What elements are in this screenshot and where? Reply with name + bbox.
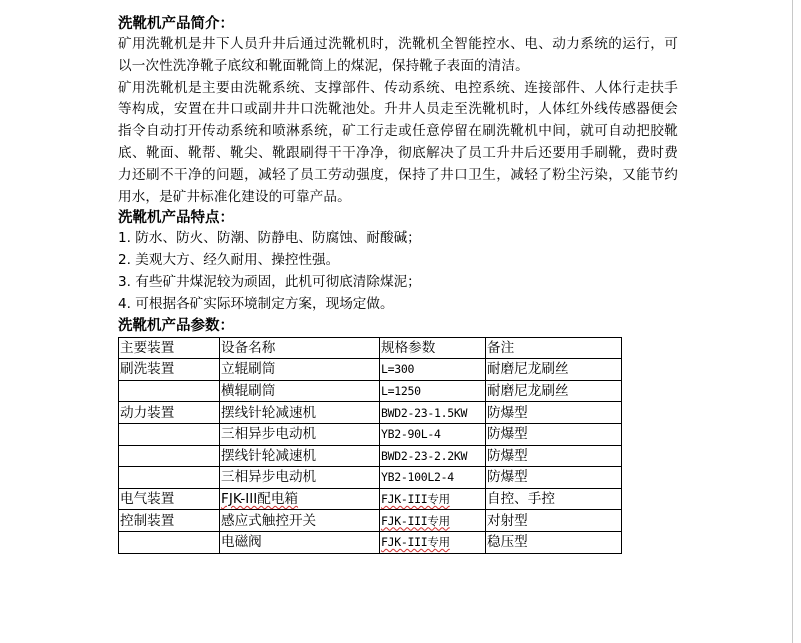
- table-cell: FJK-III专用: [380, 488, 486, 510]
- header-cell: 设备名称: [220, 337, 380, 359]
- table-row: [119, 359, 622, 381]
- table-cell: 自控、手控: [486, 488, 622, 510]
- table-cell: [119, 423, 220, 445]
- params-table: [118, 337, 622, 554]
- table-cell: YB2-90L-4: [380, 423, 486, 445]
- table-cell: 刷洗装置: [119, 359, 220, 381]
- intro-paragraph-2: 矿用洗靴机是主要由洗靴系统、支撑部件、传动系统、电控系统、连接部件、人体行走扶手等构成，安置在井口或副井井口洗靴池处。升井人员走至洗靴机时，人体红外线传感器便会指令自动打开传动系统和喷淋系统，矿工行走或任意停留在刷洗靴机中间，就可自动把胶靴底、靴面、靴帮、靴尖、靴跟刷得干干净净，彻底解决了员工升井后还要用手刷靴，费时费力还刷不干净的问题，减轻了员工劳动强度，保持了井口卫生，减轻了粉尘污染，又能节约用水，是矿井标准化建设的可靠产品。: [118, 79, 678, 205]
- table-cell: 耐磨尼龙刷丝: [486, 359, 622, 381]
- table-cell: 摆线针轮减速机: [220, 445, 380, 467]
- intro-heading: 洗靴机产品简介：: [118, 16, 234, 32]
- table-cell: YB2-100L2-4: [380, 467, 486, 489]
- table-cell: FJK-III专用: [380, 510, 486, 532]
- table-cell: FJK-III专用: [380, 531, 486, 553]
- features-list: [118, 228, 678, 315]
- table-cell: 横辊刷筒: [220, 380, 380, 402]
- table-cell: 稳压型: [486, 531, 622, 553]
- table-cell: [119, 380, 220, 402]
- table-row: [119, 488, 622, 510]
- header-cell: 规格参数: [380, 337, 486, 359]
- params-heading: 洗靴机产品参数：: [118, 317, 234, 334]
- table-cell: 电磁阀: [220, 531, 380, 553]
- table-cell: FJK-III配电箱: [220, 488, 380, 510]
- table-header-row: [119, 337, 622, 359]
- table-cell: 耐磨尼龙刷丝: [486, 380, 622, 402]
- table-cell: 立辊刷筒: [220, 359, 380, 381]
- table-row: [119, 402, 622, 424]
- table-cell: 控制装置: [119, 510, 220, 532]
- table-row: [119, 467, 622, 489]
- table-cell: L=300: [380, 359, 486, 381]
- header-cell: 主要装置: [119, 337, 220, 359]
- table-cell: 感应式触控开关: [220, 510, 380, 532]
- table-cell: 摆线针轮减速机: [220, 402, 380, 424]
- table-cell: 防爆型: [486, 445, 622, 467]
- table-cell: 防爆型: [486, 467, 622, 489]
- table-cell: BWD2-23-1.5KW: [380, 402, 486, 424]
- table-cell: [119, 531, 220, 553]
- table-cell: 动力装置: [119, 402, 220, 424]
- table-cell: L=1250: [380, 380, 486, 402]
- table-row: [119, 380, 622, 402]
- table-row: [119, 445, 622, 467]
- table-cell: 电气装置: [119, 488, 220, 510]
- table-cell: 三相异步电动机: [220, 467, 380, 489]
- feature-item-4: 4. 可根据各矿实际环境制定方案，现场定做。: [118, 295, 394, 312]
- table-cell: [119, 467, 220, 489]
- table-cell: 三相异步电动机: [220, 423, 380, 445]
- table-row: [119, 423, 622, 445]
- table-row: [119, 531, 622, 553]
- intro-paragraph-1: 矿用洗靴机是井下人员升井后通过洗靴机时，洗靴机全智能控水、电、动力系统的运行，可以一次性洗净靴子底纹和靴面靴筒上的煤泥，保持靴子表面的清洁。: [118, 36, 678, 74]
- table-cell: 对射型: [486, 510, 622, 532]
- table-row: [119, 510, 622, 532]
- table-cell: 防爆型: [486, 423, 622, 445]
- header-cell: 备注: [486, 337, 622, 359]
- document-body: [118, 14, 678, 554]
- page-edge-line: [792, 0, 793, 643]
- table-cell: BWD2-23-2.2KW: [380, 445, 486, 467]
- features-heading: 洗靴机产品特点：: [118, 210, 234, 227]
- table-cell: [119, 445, 220, 467]
- table-cell: 防爆型: [486, 402, 622, 424]
- feature-item-3: 3. 有些矿井煤泥较为顽固，此机可彻底清除煤泥；: [118, 273, 421, 290]
- feature-item-2: 2. 美观大方、经久耐用、操控性强。: [118, 252, 340, 269]
- feature-item-1: 1. 防水、防火、防潮、防静电、防腐蚀、耐酸碱；: [118, 230, 421, 247]
